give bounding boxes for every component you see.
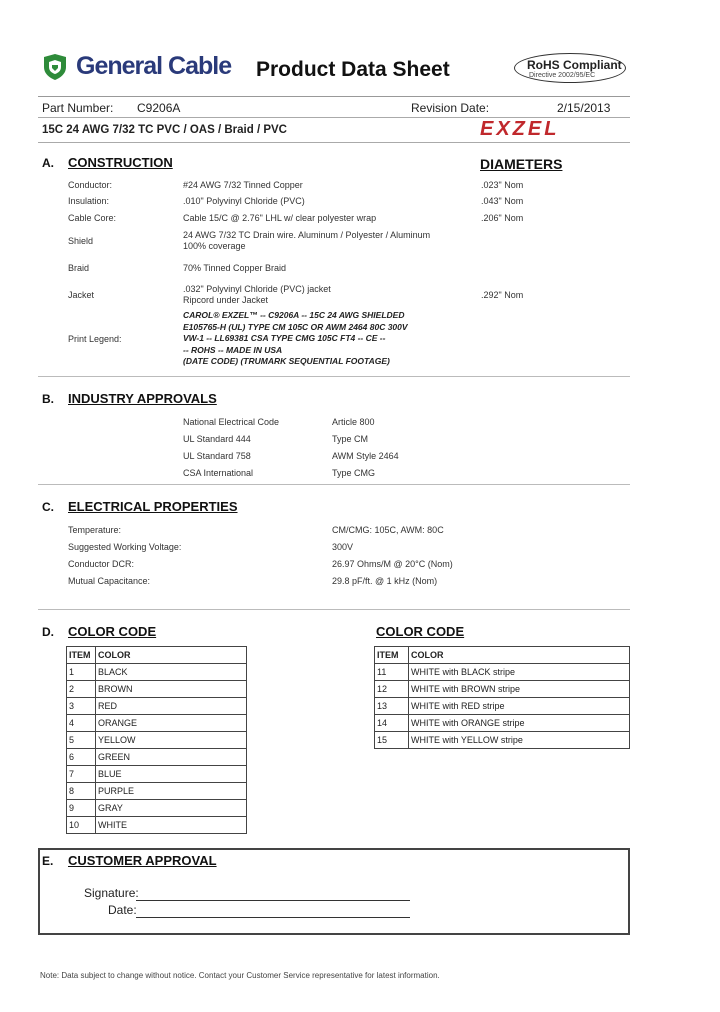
table-row [67, 800, 247, 817]
print-legend-line: CAROL® EXZEL™ -- C9206A -- 15C 24 AWG SHIELDED [183, 310, 405, 320]
footer-note: Note: Data subject to change without notice. Contact your Customer Service representative for latest information. [40, 971, 440, 980]
color-name: RED [96, 698, 247, 715]
color-name: WHITE with ORANGE stripe [409, 715, 630, 732]
construction-label: Cable Core: [68, 213, 117, 223]
table-row [67, 715, 247, 732]
section-a-divider [38, 376, 630, 377]
column-header-item: ITEM [375, 647, 409, 664]
customer-approval-box [38, 848, 630, 935]
company-name: General Cable [76, 52, 232, 80]
color-name: YELLOW [96, 732, 247, 749]
company-logo [42, 52, 232, 84]
construction-value: #24 AWG 7/32 Tinned Copper [183, 180, 303, 190]
construction-label: Braid [68, 263, 90, 273]
print-legend-label: Print Legend: [68, 334, 122, 344]
table-row [67, 749, 247, 766]
general-cable-logo-icon [42, 53, 68, 81]
construction-diameter: .043" Nom [481, 196, 524, 206]
item-number: 3 [67, 698, 96, 715]
print-legend-line: (DATE CODE) (TRUMARK SEQUENTIAL FOOTAGE) [183, 356, 390, 366]
color-code-table-left [66, 646, 247, 834]
section-b-letter: B. [42, 392, 54, 406]
header-divider [38, 96, 630, 97]
table-row [67, 681, 247, 698]
electrical-value: 300V [332, 542, 354, 552]
color-name: BLUE [96, 766, 247, 783]
construction-value: Cable 15/C @ 2.76" LHL w/ clear polyester wrap [183, 213, 377, 223]
item-number: 13 [375, 698, 409, 715]
table-header-row [375, 647, 630, 664]
construction-label: Insulation: [68, 196, 110, 206]
construction-diameter: .023" Nom [481, 180, 524, 190]
color-name: ORANGE [96, 715, 247, 732]
column-header-color: COLOR [96, 647, 247, 664]
column-header-color: COLOR [409, 647, 630, 664]
print-legend-line: E105765-H (UL) TYPE CM 105C OR AWM 2464 80C 300V [183, 321, 408, 332]
table-row [375, 732, 630, 749]
color-name: WHITE with BLACK stripe [409, 664, 630, 681]
color-name: BLACK [96, 664, 247, 681]
signature-label: Signature: [84, 886, 139, 900]
table-row [67, 783, 247, 800]
approval-value: Article 800 [332, 417, 375, 427]
signature-line[interactable] [136, 900, 410, 901]
item-number: 9 [67, 800, 96, 817]
color-name: WHITE with YELLOW stripe [409, 732, 630, 749]
diameters-title: DIAMETERS [480, 156, 563, 172]
item-number: 5 [67, 732, 96, 749]
exzel-brand-logo: EXZEL [480, 118, 560, 140]
table-row [375, 681, 630, 698]
table-header-row [67, 647, 247, 664]
section-c-title: ELECTRICAL PROPERTIES [68, 499, 238, 514]
item-number: 7 [67, 766, 96, 783]
section-b-divider [38, 484, 630, 485]
construction-label: Conductor: [68, 180, 113, 190]
section-e-letter: E. [42, 854, 54, 868]
item-number: 10 [67, 817, 96, 834]
electrical-value: 29.8 pF/ft. @ 1 kHz (Nom) [332, 576, 438, 586]
approval-value: AWM Style 2464 [332, 451, 399, 461]
table-row [67, 698, 247, 715]
construction-value: .010" Polyvinyl Chloride (PVC) [183, 196, 305, 206]
item-number: 12 [375, 681, 409, 698]
color-name: PURPLE [96, 783, 247, 800]
section-a-letter: A. [42, 156, 54, 170]
item-number: 8 [67, 783, 96, 800]
part-number-value: C9206A [137, 101, 181, 115]
page-title: Product Data Sheet [256, 58, 450, 81]
table-row [375, 715, 630, 732]
table-row [67, 732, 247, 749]
approval-name: CSA International [183, 468, 254, 478]
electrical-label: Suggested Working Voltage: [68, 542, 182, 552]
print-legend [183, 310, 483, 368]
rohs-sub-text: Directive 2002/95/EC [529, 72, 596, 79]
item-number: 2 [67, 681, 96, 698]
construction-diameter: .206" Nom [481, 213, 524, 223]
table-row [375, 664, 630, 681]
item-number: 15 [375, 732, 409, 749]
revision-date-value: 2/15/2013 [557, 101, 611, 115]
item-number: 14 [375, 715, 409, 732]
table-row [67, 664, 247, 681]
electrical-value: CM/CMG: 105C, AWM: 80C [332, 525, 444, 535]
electrical-label: Temperature: [68, 525, 122, 535]
date-label: Date: [108, 903, 137, 917]
section-c-letter: C. [42, 500, 54, 514]
color-name: WHITE [96, 817, 247, 834]
construction-value: 70% Tinned Copper Braid [183, 263, 287, 273]
part-number-label: Part Number: [42, 101, 114, 115]
color-name: WHITE with BROWN stripe [409, 681, 630, 698]
construction-value: 24 AWG 7/32 TC Drain wire. Aluminum / Polyester / Aluminum 100% coverage [183, 230, 431, 251]
table-row [67, 766, 247, 783]
approval-value: Type CM [332, 434, 369, 444]
construction-label: Jacket [68, 290, 95, 300]
rohs-badge [514, 53, 626, 83]
print-legend-line: VW-1 -- LL69381 CSA TYPE CMG 105C FT4 -- CE -- [183, 333, 386, 343]
rohs-main-text: RoHS Compliant [527, 58, 622, 72]
color-code-table-right [374, 646, 630, 749]
color-name: BROWN [96, 681, 247, 698]
approval-name: UL Standard 758 [183, 451, 251, 461]
color-name: WHITE with RED stripe [409, 698, 630, 715]
approval-name: UL Standard 444 [183, 434, 251, 444]
construction-value: .032" Polyvinyl Chloride (PVC) jacket Ripcord under Jacket [183, 284, 331, 305]
color-name: GRAY [96, 800, 247, 817]
item-number: 1 [67, 664, 96, 681]
section-d-title: COLOR CODE [68, 624, 157, 639]
color-code-title-right: COLOR CODE [376, 624, 465, 639]
section-c-divider [38, 609, 630, 610]
section-b-title: INDUSTRY APPROVALS [68, 391, 217, 406]
table-row [375, 698, 630, 715]
electrical-value: 26.97 Ohms/M @ 20°C (Nom) [332, 559, 453, 569]
item-number: 11 [375, 664, 409, 681]
electrical-label: Conductor DCR: [68, 559, 135, 569]
approval-value: Type CMG [332, 468, 376, 478]
electrical-label: Mutual Capacitance: [68, 576, 151, 586]
table-row [67, 817, 247, 834]
color-name: GREEN [96, 749, 247, 766]
approval-name: National Electrical Code [183, 417, 280, 427]
date-line[interactable] [136, 917, 410, 918]
print-legend-line: -- ROHS -- MADE IN USA [183, 344, 283, 355]
construction-diameter: .292" Nom [481, 290, 524, 300]
description-divider [38, 142, 630, 143]
construction-label: Shield [68, 236, 94, 246]
section-e-title: CUSTOMER APPROVAL [68, 853, 217, 868]
section-a-title: CONSTRUCTION [68, 155, 173, 170]
section-d-letter: D. [42, 625, 54, 639]
revision-date-label: Revision Date: [411, 101, 490, 115]
cable-description: 15C 24 AWG 7/32 TC PVC / OAS / Braid / PVC [42, 124, 287, 136]
item-number: 6 [67, 749, 96, 766]
column-header-item: ITEM [67, 647, 96, 664]
item-number: 4 [67, 715, 96, 732]
